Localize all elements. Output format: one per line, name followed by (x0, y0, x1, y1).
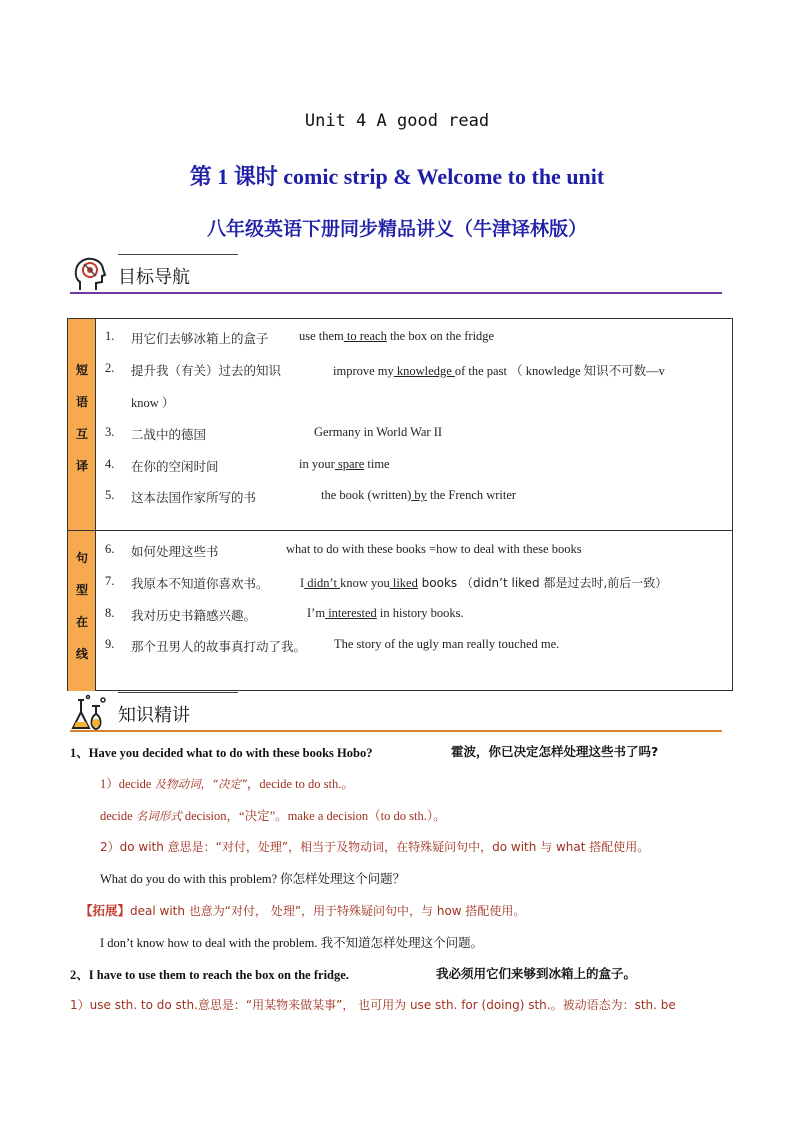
question-2-en: 2、I have to use them to reach the box on the fridge. (70, 968, 349, 982)
question-1-cn: 霍波，你已决定怎样处理这些书了吗? (451, 744, 659, 759)
extension-line: 【拓展】deal with 也意为“对付， 处理”，用于特殊疑问句中，与 how 搭配使用。 (80, 903, 526, 918)
section-header-goals (70, 254, 722, 294)
flask-icon (70, 692, 110, 732)
section-title: 目标导航 (118, 267, 190, 288)
header-rule (118, 692, 238, 693)
phrase-label: 短 语 互 译 (68, 319, 96, 530)
example-line: I don’t know how to deal with the problem. 我不知道怎样处理这个问题。 (100, 936, 484, 950)
question-1-en: 1、Have you decided what to do with these books Hobo? (70, 746, 373, 760)
section-underline (70, 730, 722, 732)
note-line: 1）decide 及物动词，“决定”，decide to do sth.。 (100, 777, 354, 791)
note-line: 2）do with 意思是：“对付，处理”，相当于及物动词，在特殊疑问句中，do with 与 what 搭配使用。 (100, 840, 650, 854)
table-divider (68, 530, 732, 531)
unit-title: Unit 4 A good read (304, 111, 490, 131)
question-2-cn: 我必须用它们来够到冰箱上的盒子。 (436, 966, 637, 981)
section-underline (70, 292, 722, 294)
header-rule (118, 254, 238, 255)
head-target-icon (70, 254, 110, 294)
example-line: What do you do with this problem? 你怎样处理这个问题？ (100, 872, 406, 886)
note-line: decide 名词形式 decision，“决定”。make a decision（to do sth.）。 (100, 809, 446, 823)
section-title: 知识精讲 (118, 705, 190, 726)
phrase-sentence-table: 短 语 互 译 句 型 在 线 1. 用它们去够冰箱上的盒子 use them to reach the box on the fridge 2. 提升我（有关）过去的知识 improve my knowledge of the past （ knowledge 知识不可数—v know ） 3. 二战中的德国 Germany in World War II 4. 在你的空闲时间 in your spare time 5. 这本法国作家所写的书 the book (written) by the French writer 6. 如何处理这些书 what to do with these books =how to deal with these books 7. 我原本不知道你喜欢书。 I didn’t know you liked books （didn’t liked 都是过去时,前后一致） 8. 我对历史书籍感兴趣。 I’m interested in history books. 9. 那个丑男人的故事真打动了我。 The story of the ugly man really touched me. (67, 318, 733, 691)
lesson-title: 第 1 课时 comic strip & Welcome to the unit (189, 164, 605, 189)
section-header-knowledge (70, 692, 722, 732)
subtitle: 八年级英语下册同步精品讲义（牛津译林版） (206, 218, 587, 240)
sentence-label: 句 型 在 线 (68, 531, 96, 691)
note-line: 1）use sth. to do sth.意思是：“用某物来做某事”， 也可用为 use sth. for (doing) sth.。被动语态为：sth. be (70, 998, 676, 1012)
